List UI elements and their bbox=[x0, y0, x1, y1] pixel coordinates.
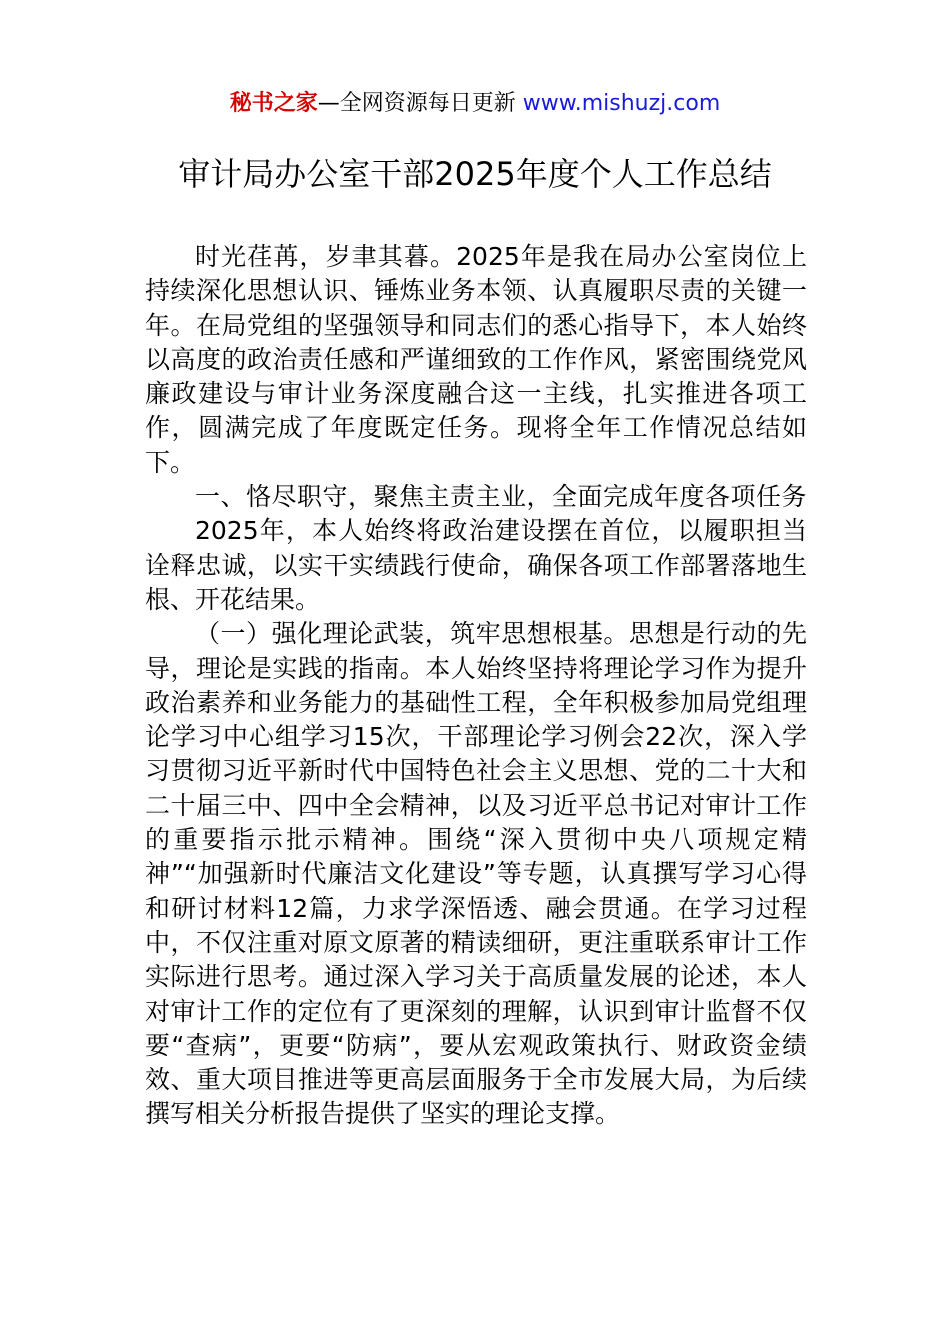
paragraph-intro: 时光荏苒，岁聿其暮。2025年是我在局办公室岗位上持续深化思想认识、锤炼业务本领、认真履职尽责的关键一年。在局党组的坚强领导和同志们的悉心指导下，本人始终以高度的政治责任感和严谨细致的工作作风，紧密围绕党风廉政建设与审计业务深度融合这一主线，扎实推进各项工作，圆满完成了年度既定任务。现将全年工作情况总结如下。 bbox=[145, 242, 807, 477]
paragraph-subsection-1: （一）强化理论武装，筑牢思想根基。思想是行动的先导，理论是实践的指南。本人始终坚持将理论学习作为提升政治素养和业务能力的基础性工程，全年积极参加局党组理论学习中心组学习15次，干部理论学习例会22次，深入学习贯彻习近平新时代中国特色社会主义思想、党的二十大和二十届三中、四中全会精神，以及习近平总书记对审计工作的重要指示批示精神。围绕“深入贯彻中央八项规定精神”“加强新时代廉洁文化建设”等专题，认真撰写学习心得和研讨材料12篇，力求学深悟透、融会贯通。在学习过程中，不仅注重对原文原著的精读细研，更注重联系审计工作实际进行思考。通过深入学习关于高质量发展的论述，本人对审计工作的定位有了更深刻的理解，认识到审计监督不仅要“查病”，更要“防病”，要从宏观政策执行、财政资金绩效、重大项目推进等更高层面服务于全市发展大局，为后续撰写相关分析报告提供了坚实的理论支撑。 bbox=[145, 619, 807, 1129]
banner-url-link[interactable]: www.mishuzj.com bbox=[522, 91, 721, 116]
document-body bbox=[145, 240, 807, 1132]
document-title: 审计局办公室干部2025年度个人工作总结 bbox=[178, 155, 772, 193]
section-heading-1: 一、恪尽职守，聚焦主责主业，全面完成年度各项任务 bbox=[195, 482, 808, 512]
site-banner bbox=[0, 88, 950, 120]
banner-brand: 秘书之家 bbox=[229, 91, 318, 116]
paragraph-section-1-intro: 2025年，本人始终将政治建设摆在首位，以履职担当诠释忠诚，以实干实绩践行使命，确保各项工作部署落地生根、开花结果。 bbox=[145, 516, 807, 614]
banner-slogan: —全网资源每日更新 bbox=[317, 91, 523, 116]
